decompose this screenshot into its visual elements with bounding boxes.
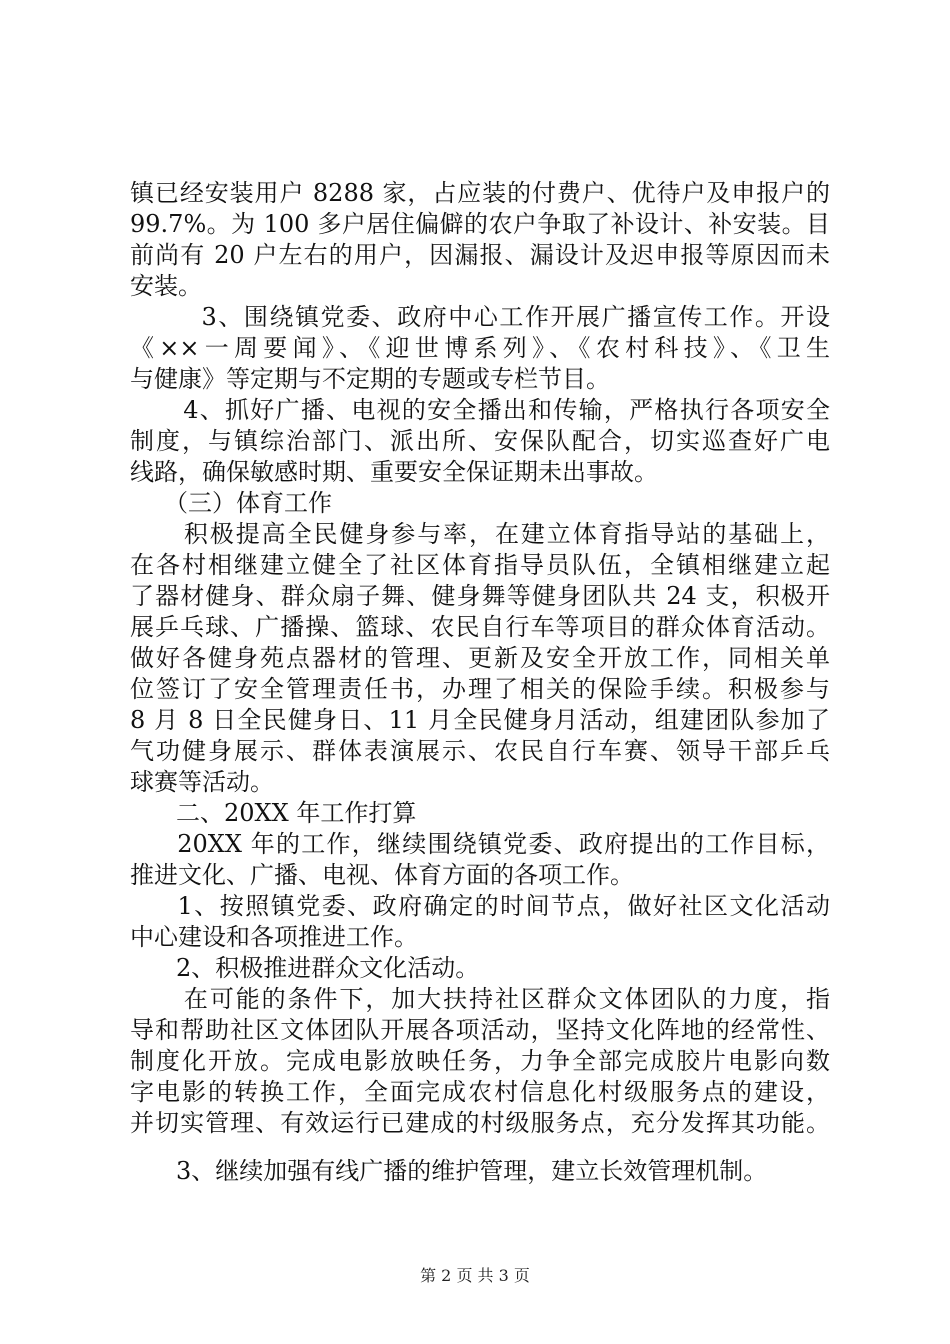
text-line: 3、继续加强有线广播的维护管理，建立长效管理机制。 [152,1157,768,1185]
text-line: 与健康》等定期与不定期的专题或专栏节目。 [130,365,610,393]
text-line: 镇已经安装用户 8288 家，占应装的付费户、优待户及申报户的 [130,179,830,207]
text-line: 制度化开放。完成电影放映任务，力争全部完成胶片电影向数 [130,1047,830,1075]
section-heading: （三）体育工作 [152,489,332,517]
text-line: 安装。 [130,272,202,300]
text-line: 前尚有 20 户左右的用户，因漏报、漏设计及迟申报等原因而未 [130,241,830,269]
text-line: 中心建设和各项推进工作。 [130,923,418,951]
text-line: 球赛等活动。 [130,768,274,796]
text-line: 1、按照镇党委、政府确定的时间节点，做好社区文化活动 [152,892,830,920]
text-line: 并切实管理、有效运行已建成的村级服务点，充分发挥其功能。 [130,1109,830,1137]
text-line: 99.7%。为 100 多户居住偏僻的农户争取了补设计、补安装。目 [130,210,830,238]
text-line: 3、围绕镇党委、政府中心工作开展广播宣传工作。开设 [176,303,830,331]
text-line: 字电影的转换工作，全面完成农村信息化村级服务点的建设， [130,1078,830,1106]
page-footer: 第 2 页 共 3 页 [420,1266,530,1285]
text-line: 《××一周要闻》、《迎世博系列》、《农村科技》、《卫生 [130,334,830,362]
text-line: 推进文化、广播、电视、体育方面的各项工作。 [130,861,634,889]
text-line: 20XX 年的工作，继续围绕镇党委、政府提出的工作目标， [152,830,830,858]
text-line: 气功健身展示、群体表演展示、农民自行车赛、领导干部乒乓 [130,737,830,765]
text-line: 2、积极推进群众文化活动。 [152,954,480,982]
text-line: 做好各健身苑点器材的管理、更新及安全开放工作，同相关单 [130,644,830,672]
text-line: 导和帮助社区文体团队开展各项活动，坚持文化阵地的经常性、 [130,1016,830,1044]
text-line: 位签订了安全管理责任书，办理了相关的保险手续。积极参与 [130,675,830,703]
text-line: 积极提高全民健身参与率，在建立体育指导站的基础上， [158,520,830,548]
text-line: 在可能的条件下，加大扶持社区群众文体团队的力度，指 [158,985,830,1013]
text-line: 了器材健身、群众扇子舞、健身舞等健身团队共 24 支，积极开 [130,582,830,610]
text-line: 展乒乓球、广播操、篮球、农民自行车等项目的群众体育活动。 [130,613,830,641]
section-heading: 二、20XX 年工作打算 [152,799,417,827]
text-line: 在各村相继建立健全了社区体育指导员队伍，全镇相继建立起 [130,551,830,579]
text-line: 线路，确保敏感时期、重要安全保证期未出事故。 [130,458,658,486]
text-line: 4、抓好广播、电视的安全播出和传输，严格执行各项安全 [158,396,830,424]
text-line: 8 月 8 日全民健身日、11 月全民健身月活动，组建团队参加了 [130,706,830,734]
text-line: 制度，与镇综治部门、派出所、安保队配合，切实巡查好广电 [130,427,830,455]
